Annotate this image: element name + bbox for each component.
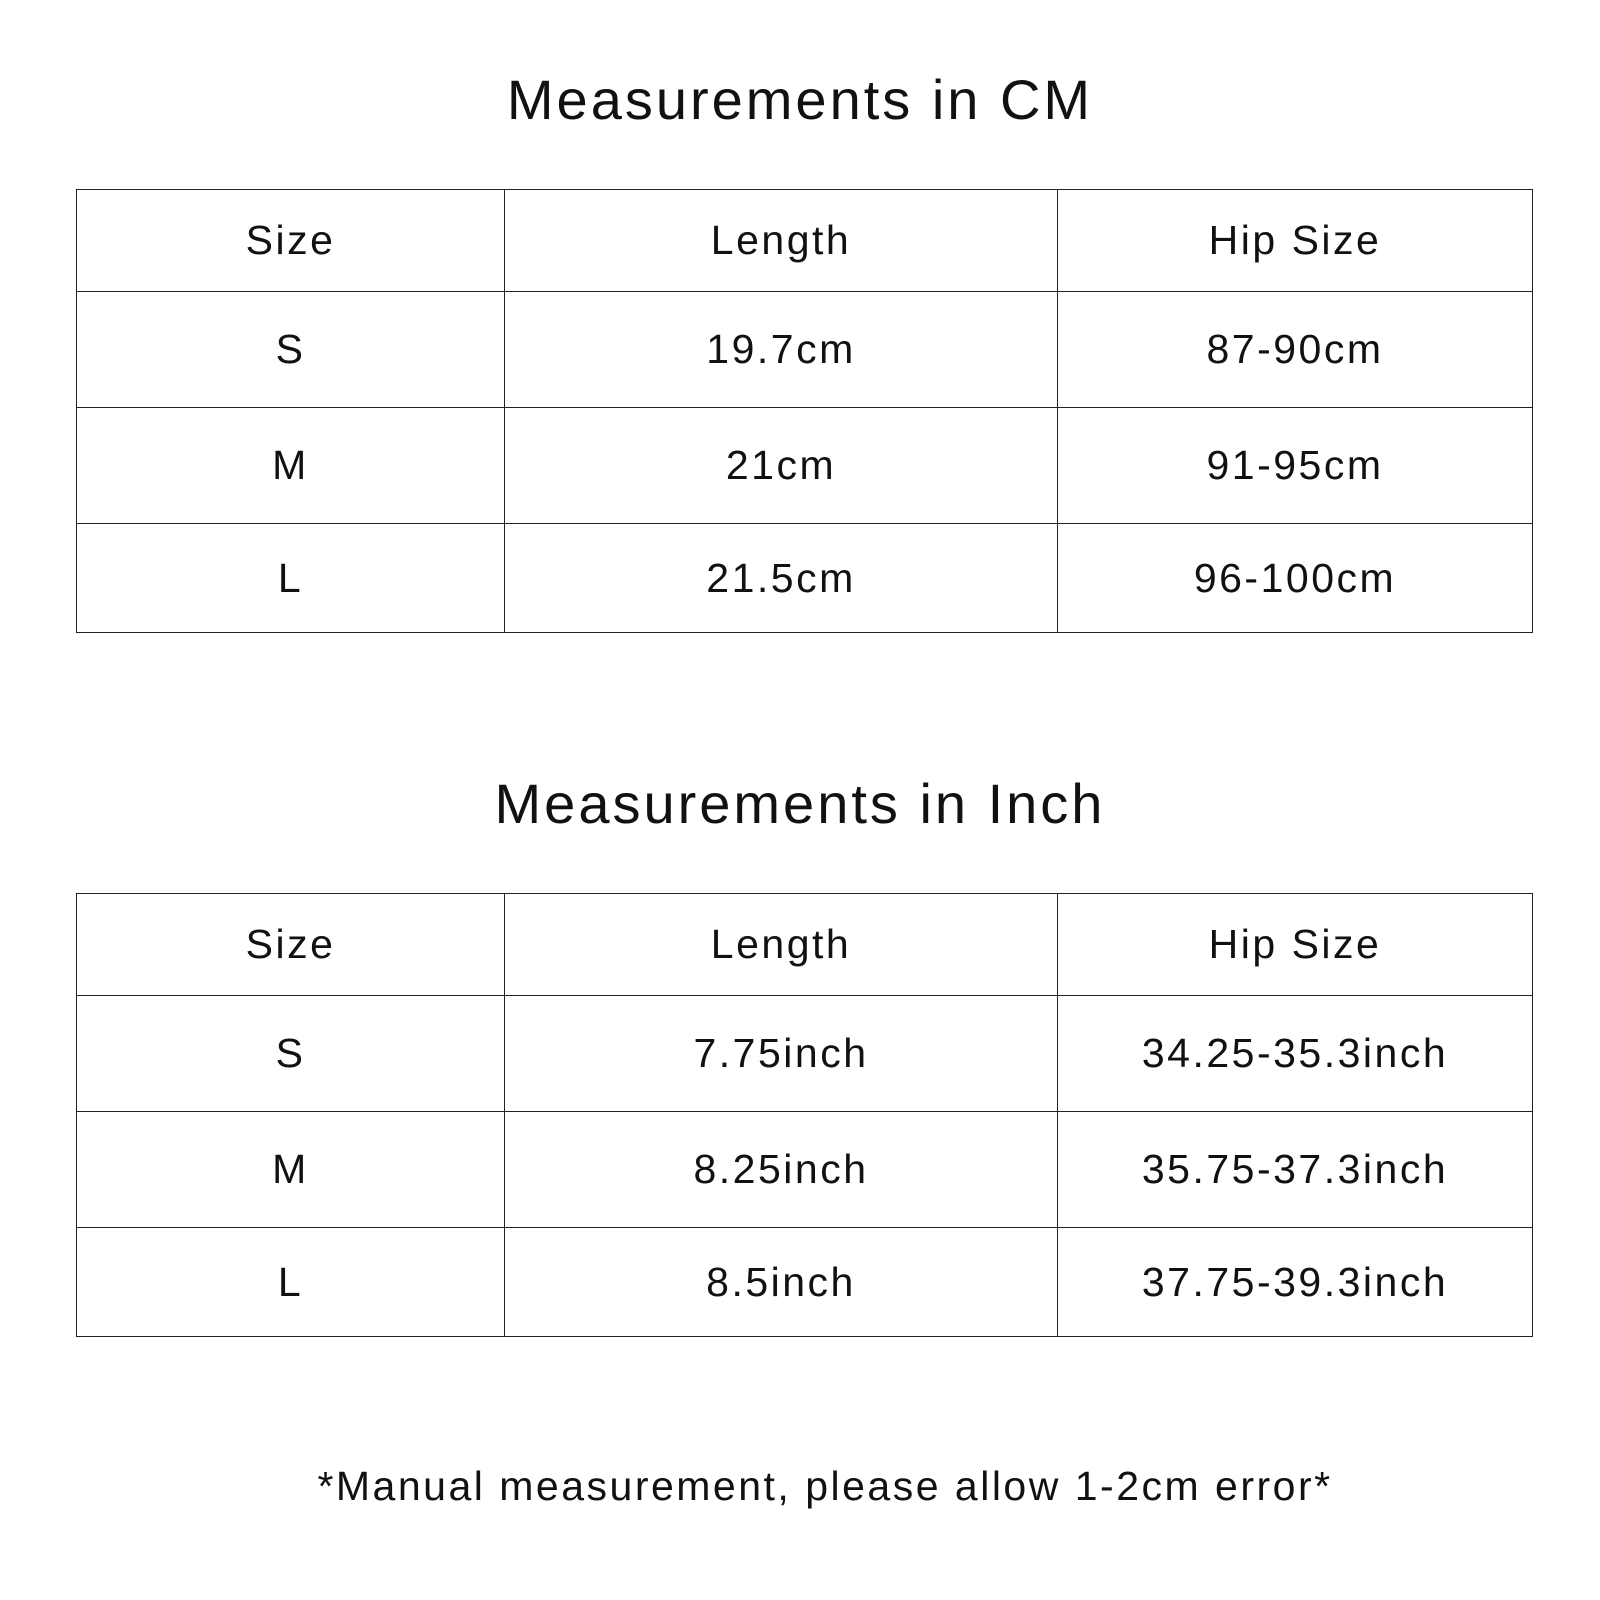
cell-size: M: [77, 1112, 505, 1228]
cell-hip-size: 91-95cm: [1058, 408, 1533, 524]
measurement-note: *Manual measurement, please allow 1-2cm error*: [317, 1463, 1333, 1509]
cell-hip-size: 87-90cm: [1058, 292, 1533, 408]
cell-hip-size: 34.25-35.3inch: [1058, 996, 1533, 1112]
cell-size: S: [77, 292, 505, 408]
header-size: Size: [77, 190, 505, 292]
cell-size: M: [77, 408, 505, 524]
cell-size: L: [77, 524, 505, 633]
table-row: [77, 292, 1533, 408]
inch-size-table: [76, 893, 1533, 1337]
cell-hip-size: 37.75-39.3inch: [1058, 1228, 1533, 1337]
header-hip-size: Hip Size: [1058, 894, 1533, 996]
header-size: Size: [77, 894, 505, 996]
header-length: Length: [505, 190, 1058, 292]
cell-size: S: [77, 996, 505, 1112]
cell-length: 8.5inch: [505, 1228, 1058, 1337]
cell-length: 19.7cm: [505, 292, 1058, 408]
table-header-row: [77, 190, 1533, 292]
inch-section-title: Measurements in Inch: [494, 772, 1106, 835]
cell-length: 21cm: [505, 408, 1058, 524]
table-header-row: [77, 894, 1533, 996]
table-row: [77, 1112, 1533, 1228]
table-row: [77, 1228, 1533, 1337]
cell-size: L: [77, 1228, 505, 1337]
cell-hip-size: 35.75-37.3inch: [1058, 1112, 1533, 1228]
header-length: Length: [505, 894, 1058, 996]
table-row: [77, 408, 1533, 524]
cell-length: 21.5cm: [505, 524, 1058, 633]
cell-length: 8.25inch: [505, 1112, 1058, 1228]
table-row: [77, 996, 1533, 1112]
table-row: [77, 524, 1533, 633]
cell-hip-size: 96-100cm: [1058, 524, 1533, 633]
cell-length: 7.75inch: [505, 996, 1058, 1112]
cm-size-table: [76, 189, 1533, 633]
cm-section-title: Measurements in CM: [506, 68, 1094, 131]
header-hip-size: Hip Size: [1058, 190, 1533, 292]
